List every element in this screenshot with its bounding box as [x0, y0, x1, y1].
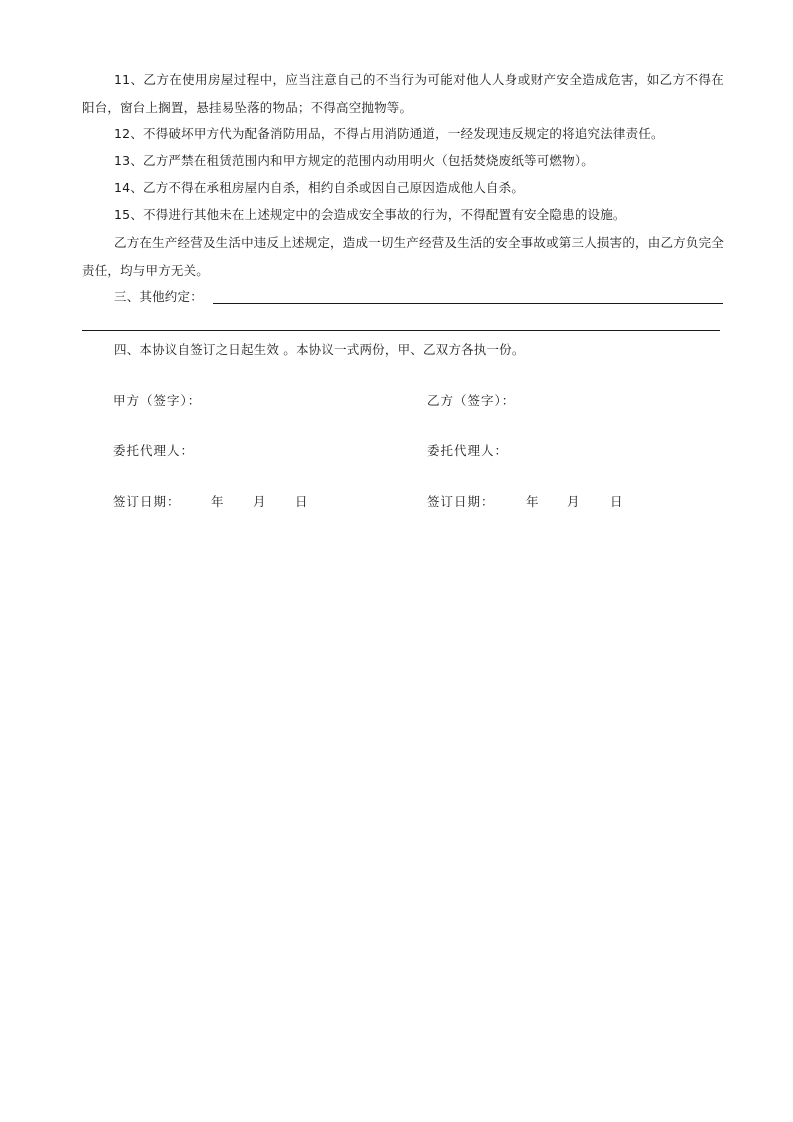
party-b-agent-label: 委托代理人： [427, 443, 509, 458]
clause-text: 、乙方严禁在租赁范围内和甲方规定的范围内动用明火（包括焚烧废纸等可燃物）。 [130, 153, 594, 168]
clause-11 [82, 66, 724, 122]
clause-text: 、不得破坏甲方代为配备消防用品，不得占用消防通道，一经发现违反规定的将追究法律责任。 [130, 126, 664, 141]
party-b-date-month: 月 [567, 494, 581, 509]
party-b-date-label: 签订日期： [427, 494, 495, 509]
effective-clause: 四、本协议自签订之日起生效 。本协议一式两份，甲、乙双方各执一份。 [114, 342, 525, 357]
liability-paragraph: 乙方在生产经营及生活中违反上述规定，造成一切生产经营及生活的安全事故或第三人损害的，由乙方负完全责任，均与甲方无关。 [82, 235, 724, 278]
party-a-date-label: 签订日期： [113, 494, 181, 509]
party-b-date-day: 日 [610, 494, 624, 509]
clause-14 [82, 174, 724, 202]
party-a-agent-label: 委托代理人： [113, 443, 195, 458]
party-b-date-year: 年 [526, 494, 540, 509]
clause-number: 14 [114, 180, 131, 195]
clause-number: 12 [114, 126, 131, 141]
other-terms-fill-line [213, 303, 723, 304]
party-b-sign-label: 乙方（签字）： [427, 393, 516, 408]
clause-number: 11 [114, 72, 131, 87]
clause-13 [82, 147, 724, 175]
other-terms-fill-line-2 [82, 330, 720, 331]
clause-text: 、乙方在使用房屋过程中，应当注意自己的不当行为可能对他人人身或财产安全造成危害，如乙方不得在阳台，窗台上搁置，悬挂易坠落的物品；不得高空抛物等。 [82, 72, 724, 115]
clause-number: 15 [114, 207, 131, 222]
other-terms-label: 三、其他约定： [114, 289, 203, 304]
party-a-date-year: 年 [211, 494, 225, 509]
clause-text: 、乙方不得在承租房屋内自杀，相约自杀或因自己原因造成他人自杀。 [130, 180, 525, 195]
party-a-date-month: 月 [253, 494, 267, 509]
clause-12 [82, 120, 724, 148]
clause-15 [82, 201, 724, 229]
clause-text: 、不得进行其他未在上述规定中的会造成安全事故的行为，不得配置有安全隐患的设施。 [130, 207, 626, 222]
party-a-date-day: 日 [295, 494, 309, 509]
party-a-sign-label: 甲方（签字）： [113, 393, 202, 408]
clause-number: 13 [114, 153, 131, 168]
